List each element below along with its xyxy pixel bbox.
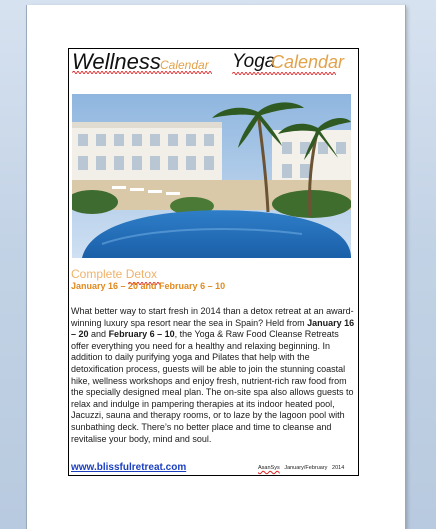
resort-pool-photo (72, 94, 351, 258)
issue-month: January/February (284, 465, 328, 471)
issue-footer (258, 465, 344, 471)
article-title: Complete Detox (71, 267, 158, 281)
website-link[interactable]: www.blissfulretreat.com (71, 462, 187, 473)
wellness-heading: Wellness (72, 49, 161, 74)
yoga-heading: Yoga (232, 51, 276, 72)
spellcheck-underline (72, 71, 212, 74)
event-dates: January 16 – 20 and February 6 – 10 (71, 281, 226, 291)
wellness-calendar-label: Calendar (160, 58, 209, 72)
article-body-text: , the Yoga & Raw Food Cleanse Retreats offer everything you need for a healthy and relaxing beginning. In addition to daily purifying yoga and Pilates that help with the detoxification process, guests will be able to join the stunning coastal hike, wellness workshops and enjoy fresh, nutrient-rich raw food from the specially designed meal plan. The on-site spa also allows guests to relax and indulge in pampering therapies at its indoor heated pool, Jacuzzi, sauna and therapy rooms, or to laze by the lagoon pool with sunbathing deck. There’s no better place and time to cleanse and revitalise your body, mind and soul. (71, 329, 354, 444)
article-body-text: What better way to start fresh in 2014 than a detox retreat at an award-winning luxury spa resort near the sea in Spain? Held from (71, 306, 354, 328)
brand-name: AsanSys (258, 465, 280, 471)
article-body (71, 306, 355, 445)
issue-year: 2014 (332, 465, 345, 471)
article-body-bold: February 6 – 10 (108, 329, 175, 340)
article-body-text: and (88, 329, 109, 340)
yoga-calendar-label: Calendar (271, 52, 345, 72)
spellcheck-underline (232, 72, 336, 75)
article-body-bold: January 16 – 20 (71, 317, 355, 340)
